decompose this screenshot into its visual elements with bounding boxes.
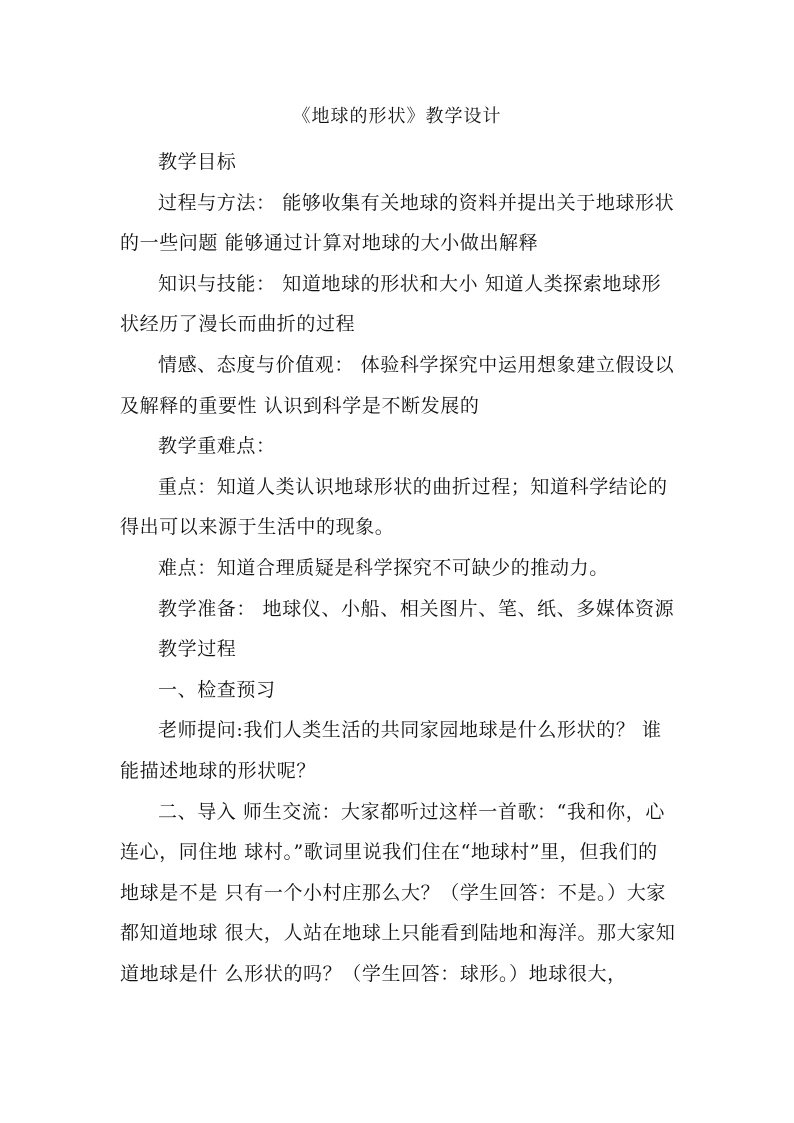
document-body (120, 142, 676, 994)
paragraph-introduction: 二、导入 师生交流：大家都听过这样一首歌：“我和你，心连心，同住地 球村。”歌词里说我们住在“地球村”里，但我们的地球是不是 只有一个小村庄那么大？（学生回答：不是。）大家都知道地球 很大，人站在地球上只能看到陆地和海洋。那大家知道地球是什 么形状的吗？（学生回答：球形。）地球很大， (120, 800, 676, 985)
paragraph-process-methods: 过程与方法： 能够收集有关地球的资料并提出关于地球形状的一些问题 能够通过计算对地球的大小做出解释 (120, 191, 675, 255)
paragraph-preview-check: 一、检查预习 (158, 678, 276, 701)
paragraph-knowledge-skills: 知识与技能： 知道地球的形状和大小 知道人类探索地球形状经历了漫长而曲折的过程 (120, 272, 662, 336)
document-title: 《地球的形状》教学设计 (292, 106, 502, 127)
paragraph-teaching-process: 教学过程 (158, 638, 237, 661)
paragraph-teaching-goals: 教学目标 (158, 151, 237, 173)
paragraph-key-point: 重点：知道人类认识地球形状的曲折过程；知道科学结论的得出可以来源于生活中的现象。 (120, 475, 668, 539)
paragraph-teacher-question: 老师提问:我们人类生活的共同家园地球是什么形状的？ 谁能描述地球的形状呢？ (120, 719, 662, 782)
paragraph-preparation: 教学准备： 地球仪、小船、相关图片、笔、纸、多媒体资源 (158, 597, 675, 620)
paragraph-attitudes-values: 情感、态度与价值观： 体验科学探究中运用想象建立假设以及解释的重要性 认识到科学是不断发展的 (120, 353, 675, 417)
paragraph-key-difficulties: 教学重难点： (158, 435, 276, 458)
paragraph-difficult-point: 难点：知道合理质疑是科学探究不可缺少的推动力。 (158, 556, 609, 579)
